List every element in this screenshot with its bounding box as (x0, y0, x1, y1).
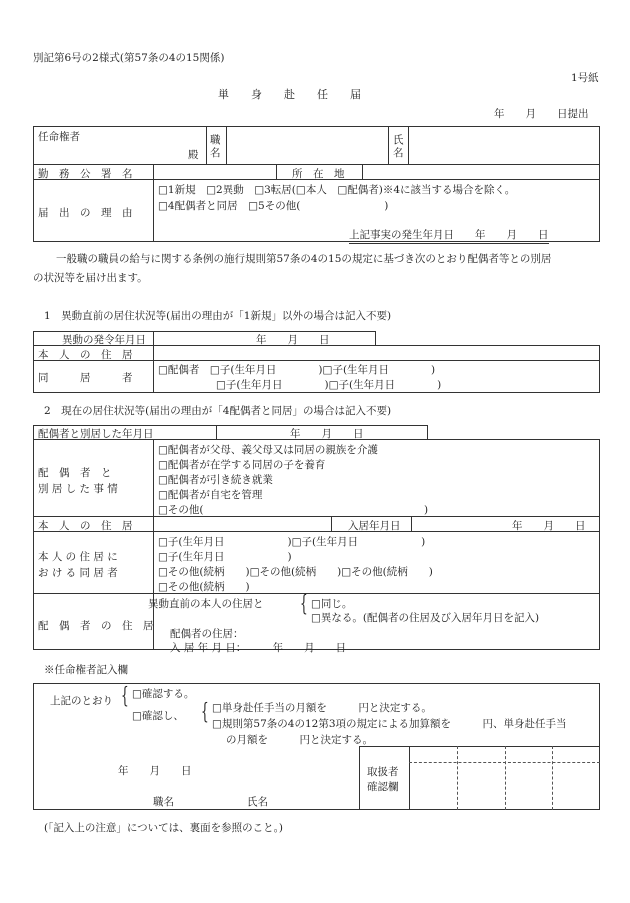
form-title: 単 身 赴 任 届 (218, 88, 361, 101)
move-in-value: 年 月 日 (512, 520, 586, 532)
location-label: 所 在 地 (292, 168, 345, 180)
appointer-label: 任命権者 (38, 131, 80, 143)
decision-option-2b: の月額を 円と決定する。 (226, 734, 373, 746)
appointer-date: 年 月 日 (118, 765, 192, 777)
intro-line-2: の状況等を届け出ます。 (33, 272, 148, 284)
s2-cohab-line-3[interactable]: □その他(続柄 )□その他(続柄 )□その他(続柄 ) (158, 566, 433, 578)
spouse-prev-text: 異動直前の本人の住居と (148, 598, 264, 610)
s1-residence-label: 本 人 の 住 居 (38, 349, 133, 361)
dono-label: 殿 (188, 149, 199, 161)
section1-heading: 1 異動直前の居住状況等(届出の理由が「1新規」以外の場合は記入不要) (44, 310, 392, 322)
intro-line-1: 一般職の職員の給与に関する条例の施行規則第57条の4の15の規定に基づき次のとおり配偶者等との別居 (56, 253, 552, 265)
order-date-value: 年 月 日 (256, 334, 330, 346)
section2-heading: 2 現在の居住状況等(届出の理由が「4配偶者と同居」の場合は記入不要) (44, 405, 392, 417)
form-number: 1号紙 (571, 72, 599, 84)
spouse-address-label: 配偶者の住居： (170, 628, 244, 640)
decision-brace: { (201, 700, 209, 725)
s2-cohab-line-1[interactable]: □子(生年月日 )□子(生年月日 ) (158, 536, 426, 548)
move-in-label: 入居年月日 (348, 520, 401, 532)
handler-label-1: 取扱者 (367, 766, 399, 778)
same-option[interactable]: □同じ。 (311, 598, 353, 610)
shoku-label-1: 職 (210, 134, 221, 146)
s2-cohab-line-4[interactable]: □その他(続柄 ) (158, 581, 250, 593)
appointer-shoku: 職名 (153, 796, 174, 808)
s1-cohab-label: 同 居 者 (38, 372, 133, 384)
shoku-label-2: 名 (210, 147, 221, 159)
shimei-label-2: 名 (393, 147, 404, 159)
order-date-label: 異動の発令年月日 (62, 334, 146, 346)
shimei-label-1: 氏 (393, 134, 404, 146)
occurrence-date: 上記事実の発生年月日 年 月 日 (349, 227, 549, 244)
sep-date-label: 配偶者と別居した年月日 (38, 428, 154, 440)
sep-reason-5[interactable]: □その他( ) (158, 504, 429, 516)
confirm-brace: { (121, 684, 129, 709)
sep-reason-3[interactable]: □配偶者が引き続き就業 (158, 474, 273, 486)
s2-residence-label: 本 人 の 住 居 (38, 520, 133, 532)
appointer-shimei: 氏名 (247, 796, 268, 808)
form-reference: 別記第6号の2様式(第57条の4の15関係) (33, 52, 225, 64)
reason-options-2[interactable]: □4配偶者と同居 □5その他( ) (158, 200, 389, 212)
decision-option-1[interactable]: □単身赴任手当の月額を 円と決定する。 (212, 702, 432, 714)
office-label: 勤 務 公 署 名 (38, 168, 133, 180)
s2-cohab-label-2: お け る 同 居 者 (38, 567, 118, 579)
sep-reason-1[interactable]: □配偶者が父母、義父母又は同居の親族を介護 (158, 444, 378, 456)
reason-options-1[interactable]: □1新規 □2異動 □3転居(□本人 □配偶者)※4に該当する場合を除く。 (158, 184, 516, 196)
confirm-option[interactable]: □確認する。 (132, 688, 195, 700)
decision-option-2[interactable]: □規則第57条の4の12第3項の規定による加算額を 円、単身赴任手当 (212, 718, 567, 730)
s2-cohab-line-2[interactable]: □子(生年月日 ) (158, 551, 292, 563)
s1-cohab-line-2[interactable]: □子(生年月日 )□子(生年月日 ) (216, 379, 442, 391)
sep-date-value: 年 月 日 (290, 428, 364, 440)
spouse-brace: { (300, 592, 308, 617)
confirm-and-option[interactable]: □確認し、 (132, 710, 184, 722)
spouse-move-in-date: 入 居 年 月 日： 年 月 日 (170, 642, 347, 654)
footer-note: (「記入上の注意」については、裏面を参照のこと。) (44, 822, 283, 834)
above-text: 上記のとおり (50, 695, 113, 707)
s2-cohab-label-1: 本 人 の 住 居 に (38, 551, 118, 563)
differ-option[interactable]: □異なる。(配偶者の住居及び入居年月日を記入) (311, 612, 540, 624)
sep-reason-4[interactable]: □配偶者が自宅を管理 (158, 489, 263, 501)
sep-reason-label-2: 別 居 し た 事 情 (38, 483, 118, 495)
sep-reason-label-1: 配 偶 者 と (38, 467, 112, 479)
appointer-heading: ※任命権者記入欄 (44, 664, 128, 676)
submit-date: 年 月 日提出 (494, 108, 589, 120)
s1-cohab-line-1[interactable]: □配偶者 □子(生年月日 )□子(生年月日 ) (158, 364, 436, 376)
sep-reason-2[interactable]: □配偶者が在学する同居の子を養育 (158, 459, 326, 471)
handler-label-2: 確認欄 (367, 781, 399, 793)
spouse-residence-label: 配 偶 者 の 住 居 (38, 620, 154, 632)
reason-label: 届 出 の 理 由 (38, 207, 133, 219)
